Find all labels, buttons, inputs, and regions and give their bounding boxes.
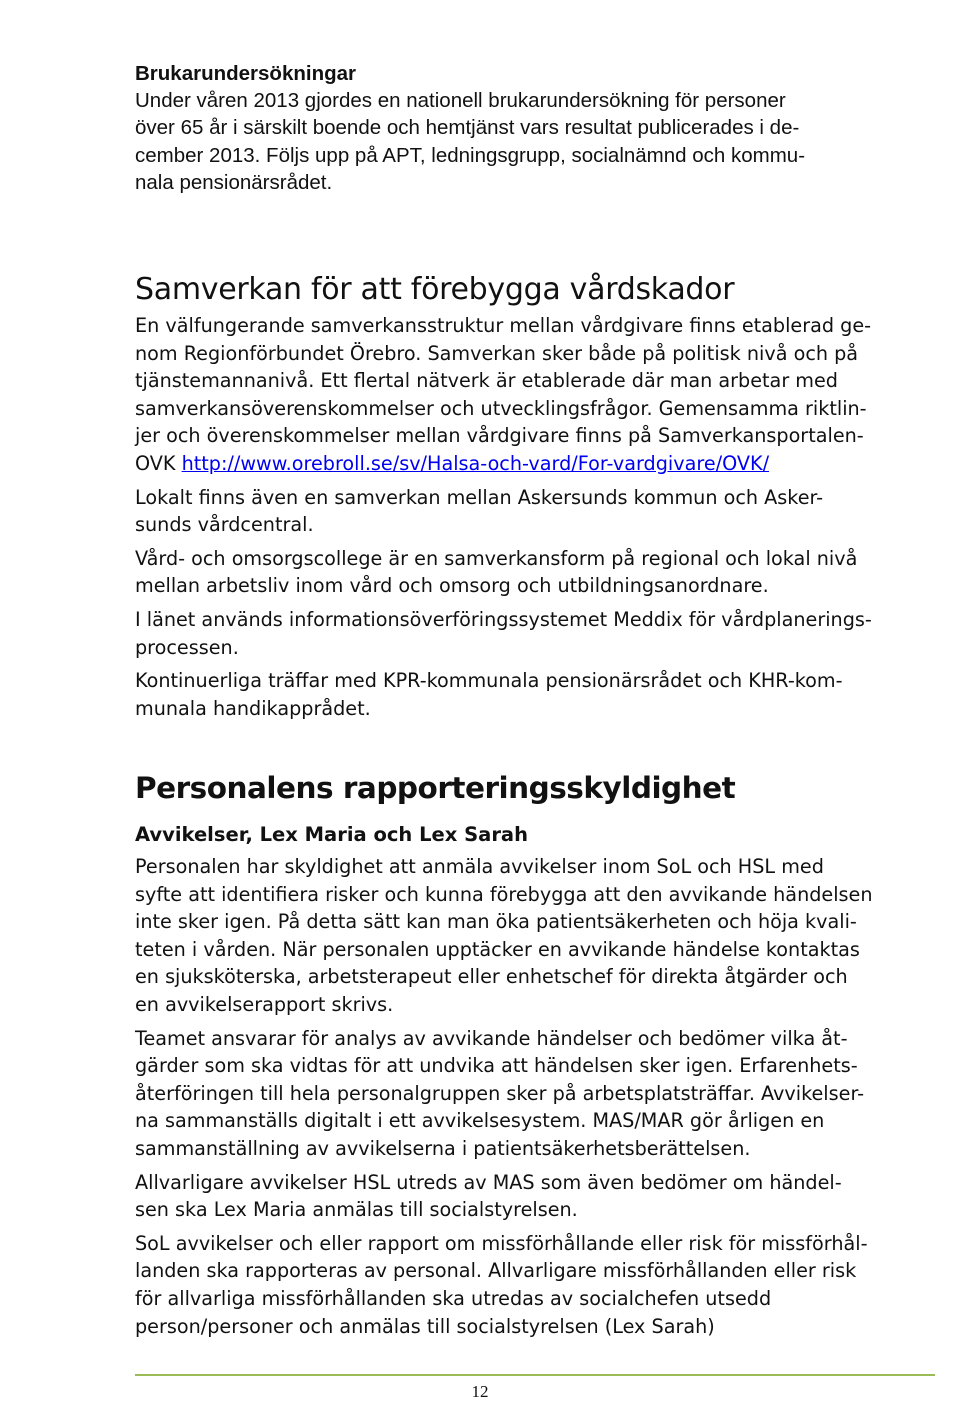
paragraph-line: en avvikelserapport skrivs. <box>135 992 394 1016</box>
paragraph-line: Vård- och omsorgscollege är en samverkansform på regional och lokal nivå <box>135 546 858 570</box>
paragraph-line: sunds vårdcentral. <box>135 513 314 537</box>
paragraph-line: tjänstemannanivå. Ett flertal nätverk är etablerade där man arbetar med <box>135 369 838 393</box>
ovk-portal-link[interactable]: http://www.orebroll.se/sv/Halsa-och-vard/For-vardgivare/OVK/ <box>181 451 770 475</box>
page-number: 12 <box>471 1382 489 1401</box>
paragraph-line: över 65 år i särskilt boende och hemtjänst vars resultat publicerades i de- <box>135 116 800 140</box>
paragraph-line: Lokalt finns även en samverkan mellan Askersunds kommun och Asker- <box>135 485 824 509</box>
paragraph-line: munala handikapprådet. <box>135 696 371 720</box>
paragraph-line: sen ska Lex Maria anmälas till socialstyrelsen. <box>135 1198 578 1222</box>
paragraph-line: Kontinuerliga träffar med KPR-kommunala pensionärsrådet och KHR-kom- <box>135 669 843 693</box>
paragraph-line: samverkansöverenskommelser och utvecklingsfrågor. Gemensamma riktlin- <box>135 396 867 420</box>
paragraph-line: I länet används informationsöverföringssystemet Meddix för vårdplanerings- <box>135 607 872 631</box>
section-brukarundersokningar <box>135 60 935 197</box>
paragraph-line: nom Regionförbundet Örebro. Samverkan sker både på politisk nivå och på <box>135 341 859 365</box>
section-heading: Personalens rapporteringsskyldighet <box>135 771 736 805</box>
paragraph-line: na sammanställs digitalt i ett avvikelsesystem. MAS/MAR gör årligen en <box>135 1109 825 1133</box>
section-subheading: Avvikelser, Lex Maria och Lex Sarah <box>135 823 528 846</box>
paragraph-line: mellan arbetsliv inom vård och omsorg och utbildningsanordnare. <box>135 574 769 598</box>
paragraph-line: Teamet ansvarar för analys av avvikande händelser och bedömer vilka åt- <box>135 1026 848 1050</box>
section-samverkan <box>135 272 935 722</box>
paragraph-line: gärder som ska vidtas för att undvika att händelsen sker igen. Erfarenhets- <box>135 1054 858 1078</box>
paragraph-line: teten i vården. När personalen upptäcker en avvikande händelse kontaktas <box>135 937 860 961</box>
paragraph-line: jer och överenskommelser mellan vårdgivare finns på Samverkansportalen- <box>135 424 864 448</box>
paragraph-line: Under våren 2013 gjordes en nationell brukarundersökning för personer <box>135 89 786 112</box>
section-heading: Samverkan för att förebygga vårdskador <box>135 272 735 307</box>
paragraph-line-with-link <box>135 450 935 478</box>
paragraph-line: Personalen har skyldighet att anmäla avvikelser inom SoL och HSL med <box>135 855 824 878</box>
paragraph-line: inte sker igen. På detta sätt kan man öka patientsäkerheten och höja kvali- <box>135 910 857 934</box>
paragraph-line: landen ska rapporteras av personal. Allvarligare missförhållanden eller risk <box>135 1259 857 1283</box>
section-personal <box>135 770 935 1340</box>
section-heading: Brukarundersökningar <box>135 62 356 85</box>
link-prefix: OVK <box>135 451 182 475</box>
paragraph-line: syfte att identifiera risker och kunna förebygga att den avvikande händelsen <box>135 882 873 906</box>
paragraph-line: cember 2013. Följs upp på APT, ledningsgrupp, socialnämnd och kommu- <box>135 143 806 167</box>
paragraph-line: processen. <box>135 635 239 659</box>
paragraph-line: SoL avvikelser och eller rapport om missförhållande eller risk för missförhål- <box>135 1231 868 1255</box>
paragraph-line: Allvarligare avvikelser HSL utreds av MAS som även bedömer om händel- <box>135 1170 842 1194</box>
paragraph-line: sammanställning av avvikelserna i patientsäkerhetsberättelsen. <box>135 1136 751 1160</box>
paragraph-line: person/personer och anmälas till socialstyrelsen (Lex Sarah) <box>135 1314 715 1338</box>
paragraph-line: En välfungerande samverkansstruktur mellan vårdgivare finns etablerad ge- <box>135 314 872 337</box>
paragraph-line: en sjuksköterska, arbetsterapeut eller enhetschef för direkta åtgärder och <box>135 965 848 989</box>
paragraph-line: återföringen till hela personalgruppen sker på arbetsplatsträffar. Avvikelser- <box>135 1081 865 1105</box>
paragraph-line: för allvarliga missförhållanden ska utredas av socialchefen utsedd <box>135 1286 772 1310</box>
footer-divider <box>135 1374 935 1376</box>
paragraph-line: nala pensionärsrådet. <box>135 171 333 195</box>
